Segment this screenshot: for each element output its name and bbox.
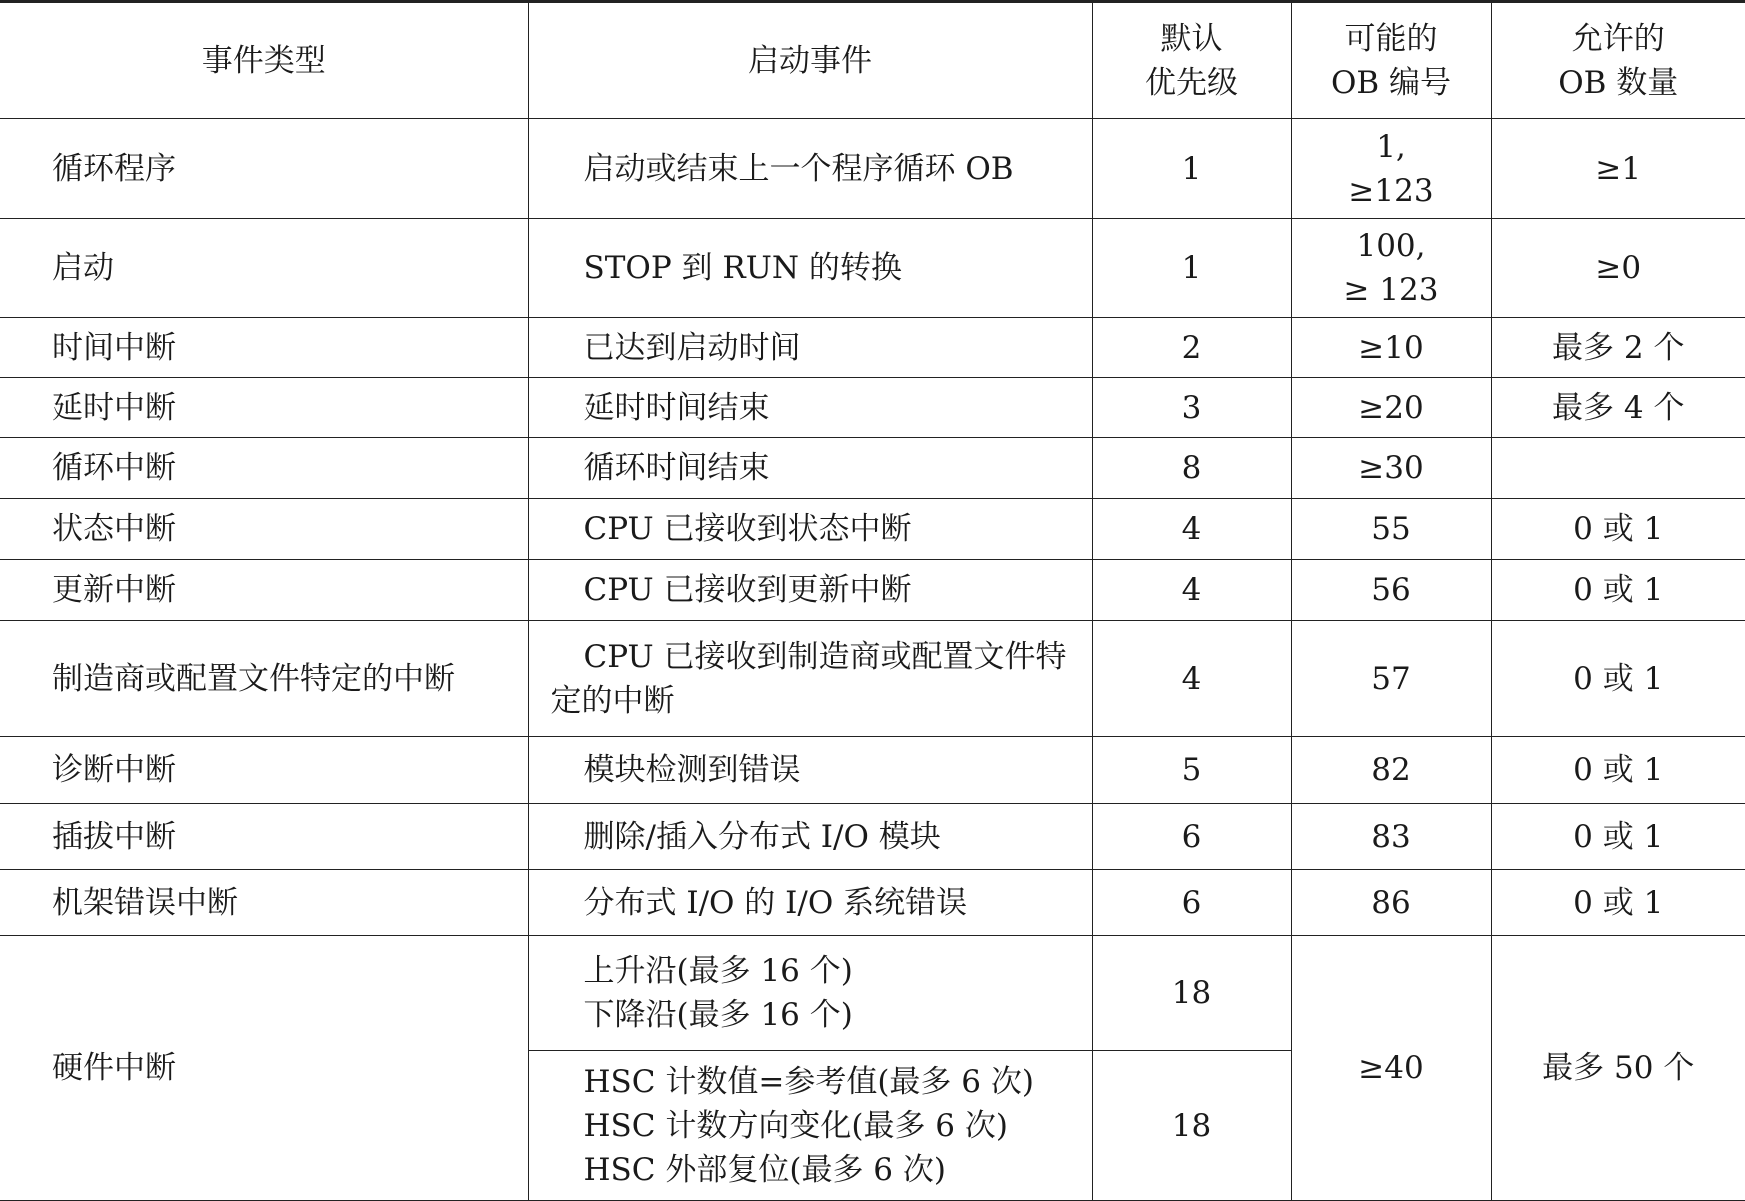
priority-cell: 6 — [1092, 870, 1291, 936]
table-row — [0, 870, 1745, 936]
table-row — [0, 804, 1745, 870]
event-type-cell-hardware: 硬件中断 — [0, 936, 528, 1201]
start-event-cell: CPU 已接收到制造商或配置文件特定的中断 — [528, 621, 1092, 737]
ob-number-cell: 86 — [1291, 870, 1491, 936]
table-row — [0, 560, 1745, 621]
table-row — [0, 621, 1745, 737]
ob-number-cell-hardware: ≥40 — [1291, 936, 1491, 1201]
ob-number-line-1: 100, — [1356, 228, 1426, 264]
event-type-cell: 更新中断 — [0, 560, 528, 621]
ob-count-cell: 最多 2 个 — [1491, 318, 1745, 378]
priority-cell-edges: 18 — [1092, 936, 1291, 1051]
header-ob-count — [1491, 2, 1745, 119]
ob-count-cell: 0 或 1 — [1491, 804, 1745, 870]
start-event-cell-hsc — [528, 1051, 1092, 1201]
event-type-cell: 延时中断 — [0, 378, 528, 438]
header-ob-count-line-2: OB 数量 — [1558, 64, 1679, 101]
event-type-cell: 诊断中断 — [0, 737, 528, 804]
table-row — [0, 438, 1745, 499]
table-row — [0, 378, 1745, 438]
ob-number-cell: 55 — [1291, 499, 1491, 560]
table-row — [0, 219, 1745, 318]
start-event-cell: 分布式 I/O 的 I/O 系统错误 — [528, 870, 1092, 936]
priority-cell: 4 — [1092, 560, 1291, 621]
ob-number-cell: 57 — [1291, 621, 1491, 737]
table-row — [0, 499, 1745, 560]
ob-count-cell: 最多 4 个 — [1491, 378, 1745, 438]
event-type-cell: 循环中断 — [0, 438, 528, 499]
ob-number-cell — [1291, 219, 1491, 318]
ob-number-cell: 82 — [1291, 737, 1491, 804]
ob-number-cell: 56 — [1291, 560, 1491, 621]
header-start-event: 启动事件 — [528, 2, 1092, 119]
header-priority — [1092, 2, 1291, 119]
event-type-cell: 启动 — [0, 219, 528, 318]
start-event-cell-edges — [528, 936, 1092, 1051]
ob-count-cell: 0 或 1 — [1491, 560, 1745, 621]
ob-count-cell — [1491, 438, 1745, 499]
start-event-cell: 循环时间结束 — [528, 438, 1092, 499]
ob-number-line-2: ≥123 — [1348, 172, 1434, 209]
start-event-cell: 启动或结束上一个程序循环 OB — [528, 119, 1092, 219]
header-event-type: 事件类型 — [0, 2, 528, 119]
header-ob-number — [1291, 2, 1491, 119]
start-event-cell: 删除/插入分布式 I/O 模块 — [528, 804, 1092, 870]
table-row — [0, 119, 1745, 219]
ob-number-line-1: 1, — [1376, 128, 1406, 165]
ob-count-cell: ≥1 — [1491, 119, 1745, 219]
start-event-cell: 模块检测到错误 — [528, 737, 1092, 804]
start-event-cell: CPU 已接收到状态中断 — [528, 499, 1092, 560]
header-row — [0, 2, 1745, 119]
event-type-cell: 制造商或配置文件特定的中断 — [0, 621, 528, 737]
start-event-cell: 延时时间结束 — [528, 378, 1092, 438]
header-ob-number-line-1: 可能的 — [1344, 20, 1438, 57]
ob-number-cell: 83 — [1291, 804, 1491, 870]
table-row — [0, 318, 1745, 378]
ob-number-line-2: ≥ 123 — [1343, 272, 1439, 308]
priority-cell: 2 — [1092, 318, 1291, 378]
ob-count-cell-hardware: 最多 50 个 — [1491, 936, 1745, 1201]
event-type-cell: 时间中断 — [0, 318, 528, 378]
table-row — [0, 737, 1745, 804]
priority-cell: 4 — [1092, 621, 1291, 737]
event-type-cell: 状态中断 — [0, 499, 528, 560]
event-type-cell: 循环程序 — [0, 119, 528, 219]
ob-count-cell: 0 或 1 — [1491, 737, 1745, 804]
ob-number-cell — [1291, 119, 1491, 219]
ob-number-cell: ≥20 — [1291, 378, 1491, 438]
ob-count-cell: 0 或 1 — [1491, 621, 1745, 737]
priority-cell: 4 — [1092, 499, 1291, 560]
priority-cell: 5 — [1092, 737, 1291, 804]
ob-number-cell: ≥30 — [1291, 438, 1491, 499]
edge-event-line-1: 上升沿(最多 16 个) — [583, 953, 853, 989]
header-priority-line-2: 优先级 — [1145, 64, 1238, 101]
table-row-hardware-a — [0, 936, 1745, 1051]
start-event-cell: 已达到启动时间 — [528, 318, 1092, 378]
hsc-event-line-2: HSC 计数方向变化(最多 6 次) — [583, 1107, 1008, 1144]
priority-cell: 1 — [1092, 119, 1291, 219]
start-event-cell: STOP 到 RUN 的转换 — [528, 219, 1092, 318]
ob-count-cell: 0 或 1 — [1491, 870, 1745, 936]
header-ob-count-line-1: 允许的 — [1571, 20, 1665, 57]
header-ob-number-line-2: OB 编号 — [1330, 64, 1452, 101]
ob-count-cell: ≥0 — [1491, 219, 1745, 318]
ob-number-cell: ≥10 — [1291, 318, 1491, 378]
priority-cell: 3 — [1092, 378, 1291, 438]
priority-cell: 6 — [1092, 804, 1291, 870]
ob-count-cell: 0 或 1 — [1491, 499, 1745, 560]
event-type-cell: 插拔中断 — [0, 804, 528, 870]
priority-cell-hsc: 18 — [1092, 1051, 1291, 1201]
priority-cell: 1 — [1092, 219, 1291, 318]
priority-cell: 8 — [1092, 438, 1291, 499]
edge-event-line-2: 下降沿(最多 16 个) — [583, 997, 853, 1033]
start-event-cell: CPU 已接收到更新中断 — [528, 560, 1092, 621]
header-priority-line-1: 默认 — [1160, 20, 1223, 57]
hsc-event-line-1: HSC 计数值=参考值(最多 6 次) — [583, 1063, 1034, 1100]
table-header — [0, 2, 1745, 119]
table-body — [0, 119, 1745, 1201]
hsc-event-line-3: HSC 外部复位(最多 6 次) — [583, 1151, 946, 1188]
event-type-cell: 机架错误中断 — [0, 870, 528, 936]
